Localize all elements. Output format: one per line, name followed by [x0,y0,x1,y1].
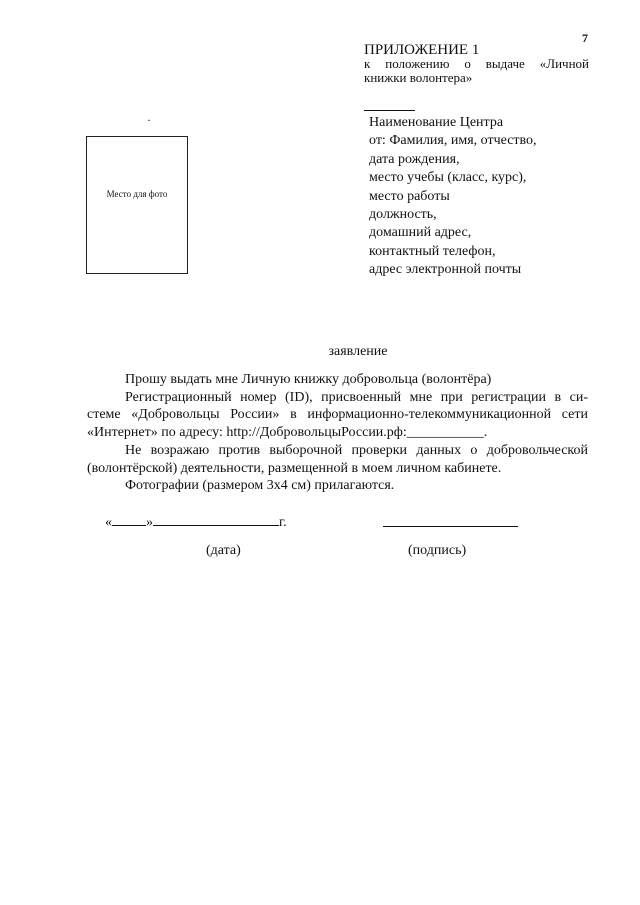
year-suffix: г. [279,515,287,530]
date-close-quote: » [146,515,153,530]
addressee-line: дата рождения, [369,151,460,167]
appendix-subtitle [364,57,589,85]
signature-line [383,526,518,527]
month-year-blank [153,513,279,526]
addressee-line: от: Фамилия, имя, отчество, [369,133,537,149]
appendix-subtitle-line-2: книжки волонтера» [364,70,473,85]
statement-body [87,371,588,495]
addressee-block [369,114,537,280]
addressee-line: адрес электронной почты [369,262,522,278]
signature-caption: (подпись) [408,543,467,558]
addressee-line: место работы [369,188,450,204]
body-line: Регистрационный номер (ID), присвоенный мне при регистрации в си- [125,389,588,405]
addressee-line: Наименование Центра [369,115,504,130]
photo-label: Место для фото [106,189,168,199]
addressee-line: должность, [369,207,437,223]
appendix-title: ПРИЛОЖЕНИЕ 1 [364,42,480,58]
body-paragraph: Фотографии (размером 3х4 см) прилагаются. [125,478,395,494]
body-line: (волонтёрской) деятельности, размещенной в моем личном кабинете. [87,460,502,476]
appendix-divider [364,110,415,111]
stray-dot: · [147,113,151,127]
body-paragraph: Прошу выдать мне Личную книжку добровольца (волонтёра) [125,372,492,387]
addressee-line: место учебы (класс, курс), [369,170,527,186]
document-title-text: заявление [328,344,388,359]
day-blank [112,513,146,526]
document-title [0,344,640,360]
date-caption: (дата) [206,543,241,558]
page-number: 7 [582,31,588,45]
addressee-line: контактный телефон, [369,243,496,259]
date-field [105,513,287,531]
appendix-subtitle-line-1: к положению о выдаче «Личной [364,56,589,71]
body-line: стеме «Добровольцы России» в информационно-телекоммуникационной сети [87,407,588,423]
body-line: Не возражаю против выборочной проверки данных о добровольческой [125,442,588,458]
addressee-line: домашний адрес, [369,225,472,241]
body-line: «Интернет» по адресу: http://ДобровольцыРоссии.рф:___________. [87,425,488,441]
date-open-quote: « [105,515,112,530]
photo-placeholder [86,136,188,274]
